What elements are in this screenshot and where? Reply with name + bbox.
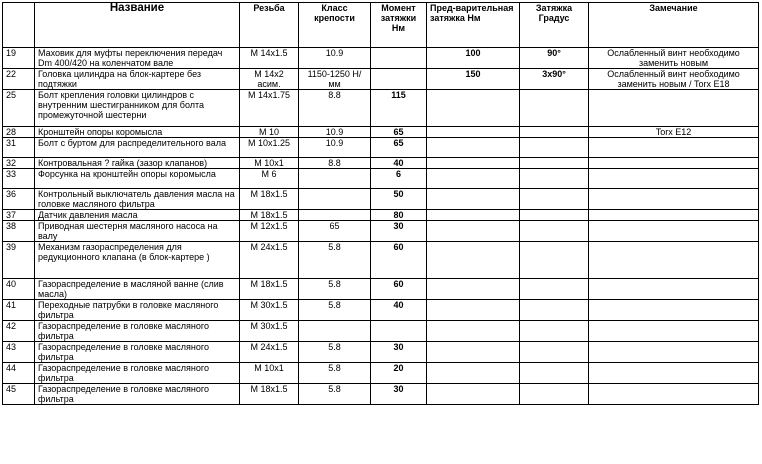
row-thread: М 18х1.5: [240, 189, 299, 210]
torque-spec-table: [2, 2, 759, 405]
row-strength-class: 5.8: [299, 279, 371, 300]
row-pre-torque: [427, 138, 520, 158]
row-strength-class: [299, 169, 371, 189]
row-torque: 65: [371, 138, 427, 158]
row-torque: 40: [371, 300, 427, 321]
row-strength-class: [299, 210, 371, 221]
row-torque: 115: [371, 90, 427, 127]
row-pre-torque: [427, 242, 520, 279]
header-torque: Момент затяжки Нм: [371, 3, 427, 48]
table-row: [3, 48, 759, 69]
header-note: Замечание: [589, 3, 759, 48]
header-name: Название: [35, 3, 240, 48]
row-note: [589, 342, 759, 363]
row-pre-torque: [427, 279, 520, 300]
row-thread: М 10х1.25: [240, 138, 299, 158]
row-note: [589, 242, 759, 279]
table-row: [3, 127, 759, 138]
row-thread: М 18х1.5: [240, 384, 299, 405]
row-angle: [520, 342, 589, 363]
row-name: Датчик давления масла: [35, 210, 240, 221]
header-thread: Резьба: [240, 3, 299, 48]
row-angle: [520, 300, 589, 321]
table-row: [3, 342, 759, 363]
row-angle: [520, 279, 589, 300]
table-row: [3, 189, 759, 210]
row-note: Ослабленный винт необходимо заменить новым: [589, 48, 759, 69]
row-torque: 30: [371, 221, 427, 242]
row-angle: 90°: [520, 48, 589, 69]
row-torque: [371, 48, 427, 69]
row-strength-class: [299, 321, 371, 342]
row-number: 19: [3, 48, 35, 69]
row-name: Газораспределение в головке масляного фильтра: [35, 384, 240, 405]
row-torque: 50: [371, 189, 427, 210]
header-pre-torque: Пред-варительная затяжка Нм: [427, 3, 520, 48]
table-row: [3, 321, 759, 342]
row-strength-class: 65: [299, 221, 371, 242]
row-torque: 60: [371, 279, 427, 300]
row-strength-class: 5.8: [299, 384, 371, 405]
row-note: [589, 221, 759, 242]
row-torque: 30: [371, 384, 427, 405]
row-angle: [520, 189, 589, 210]
row-pre-torque: [427, 210, 520, 221]
row-angle: [520, 210, 589, 221]
row-thread: М 18х1.5: [240, 210, 299, 221]
row-note: Torx E12: [589, 127, 759, 138]
row-pre-torque: [427, 158, 520, 169]
row-thread: М 18х1.5: [240, 279, 299, 300]
row-thread: М 24х1.5: [240, 342, 299, 363]
row-number: 44: [3, 363, 35, 384]
row-pre-torque: 150: [427, 69, 520, 90]
row-thread: М 10: [240, 127, 299, 138]
row-name: Болт крепления головки цилиндров с внутренним шестигранником для болта промежуточной шестерни: [35, 90, 240, 127]
row-angle: [520, 321, 589, 342]
row-name: Приводная шестерня масляного насоса на валу: [35, 221, 240, 242]
table-row: [3, 210, 759, 221]
row-number: 33: [3, 169, 35, 189]
row-thread: М 12х1.5: [240, 221, 299, 242]
row-thread: М 10х1: [240, 363, 299, 384]
row-note: Ослабленный винт необходимо заменить новым / Torx E18: [589, 69, 759, 90]
header-class: Класс крепости: [299, 3, 371, 48]
row-strength-class: 5.8: [299, 363, 371, 384]
row-angle: [520, 363, 589, 384]
row-angle: [520, 127, 589, 138]
row-number: 31: [3, 138, 35, 158]
row-name: Механизм газораспределения для редукционного клапана (в блок-картере ): [35, 242, 240, 279]
row-torque: 30: [371, 342, 427, 363]
row-note: [589, 158, 759, 169]
row-torque: [371, 321, 427, 342]
row-strength-class: 8.8: [299, 158, 371, 169]
table-row: [3, 169, 759, 189]
table-row: [3, 363, 759, 384]
row-thread: М 10х1: [240, 158, 299, 169]
row-angle: [520, 169, 589, 189]
row-name: Кронштейн опоры коромысла: [35, 127, 240, 138]
row-number: 32: [3, 158, 35, 169]
row-strength-class: 1150-1250 Н/мм: [299, 69, 371, 90]
row-strength-class: 5.8: [299, 300, 371, 321]
row-strength-class: 10.9: [299, 48, 371, 69]
row-pre-torque: [427, 189, 520, 210]
row-thread: М 6: [240, 169, 299, 189]
row-strength-class: 8.8: [299, 90, 371, 127]
row-number: 38: [3, 221, 35, 242]
row-note: [589, 169, 759, 189]
row-angle: [520, 221, 589, 242]
row-torque: 65: [371, 127, 427, 138]
row-angle: [520, 384, 589, 405]
row-pre-torque: [427, 90, 520, 127]
row-number: 42: [3, 321, 35, 342]
row-note: [589, 279, 759, 300]
row-note: [589, 321, 759, 342]
row-torque: 60: [371, 242, 427, 279]
row-strength-class: [299, 189, 371, 210]
row-torque: [371, 69, 427, 90]
header-row: [3, 3, 759, 48]
row-note: [589, 210, 759, 221]
row-number: 37: [3, 210, 35, 221]
row-thread: М 30х1.5: [240, 300, 299, 321]
row-torque: 20: [371, 363, 427, 384]
row-number: 41: [3, 300, 35, 321]
table-row: [3, 69, 759, 90]
row-note: [589, 189, 759, 210]
row-angle: [520, 242, 589, 279]
table-row: [3, 279, 759, 300]
row-name: Головка цилиндра на блок-картере без подтяжки: [35, 69, 240, 90]
row-number: 28: [3, 127, 35, 138]
row-number: 25: [3, 90, 35, 127]
row-torque: 40: [371, 158, 427, 169]
row-thread: М 14х1.5: [240, 48, 299, 69]
row-strength-class: 10.9: [299, 138, 371, 158]
row-strength-class: 5.8: [299, 342, 371, 363]
row-number: 40: [3, 279, 35, 300]
row-thread: М 24х1.5: [240, 242, 299, 279]
row-strength-class: 10.9: [299, 127, 371, 138]
row-name: Форсунка на кронштейн опоры коромысла: [35, 169, 240, 189]
row-name: Газораспределение в головке масляного фильтра: [35, 342, 240, 363]
row-name: Контровальная ? гайка (зазор клапанов): [35, 158, 240, 169]
table-row: [3, 300, 759, 321]
row-name: Переходные патрубки в головке масляного фильтра: [35, 300, 240, 321]
row-number: 43: [3, 342, 35, 363]
row-number: 45: [3, 384, 35, 405]
table-row: [3, 242, 759, 279]
row-note: [589, 138, 759, 158]
row-pre-torque: [427, 384, 520, 405]
row-pre-torque: [427, 363, 520, 384]
table-row: [3, 90, 759, 127]
row-note: [589, 300, 759, 321]
row-torque: 6: [371, 169, 427, 189]
row-torque: 80: [371, 210, 427, 221]
row-angle: 3х90°: [520, 69, 589, 90]
row-number: 22: [3, 69, 35, 90]
row-strength-class: 5.8: [299, 242, 371, 279]
row-name: Контрольный выключатель давления масла на головке масляного фильтра: [35, 189, 240, 210]
row-thread: М 14х1.75: [240, 90, 299, 127]
table-row: [3, 384, 759, 405]
row-note: [589, 90, 759, 127]
header-angle: Затяжка Градус: [520, 3, 589, 48]
row-pre-torque: [427, 221, 520, 242]
row-number: 36: [3, 189, 35, 210]
row-angle: [520, 138, 589, 158]
header-num: [3, 3, 35, 48]
row-name: Газораспределение в головке масляного фильтра: [35, 321, 240, 342]
row-pre-torque: [427, 169, 520, 189]
row-pre-torque: [427, 300, 520, 321]
table-row: [3, 221, 759, 242]
row-name: Газораспределение в головке масляного фильтра: [35, 363, 240, 384]
row-pre-torque: [427, 127, 520, 138]
row-angle: [520, 158, 589, 169]
row-pre-torque: [427, 342, 520, 363]
row-thread: М 14х2 асим.: [240, 69, 299, 90]
row-name: Болт с буртом для распределительного вала: [35, 138, 240, 158]
row-thread: М 30х1.5: [240, 321, 299, 342]
table-row: [3, 158, 759, 169]
row-pre-torque: 100: [427, 48, 520, 69]
row-angle: [520, 90, 589, 127]
row-note: [589, 384, 759, 405]
row-pre-torque: [427, 321, 520, 342]
row-number: 39: [3, 242, 35, 279]
table-row: [3, 138, 759, 158]
row-note: [589, 363, 759, 384]
row-name: Газораспределение в масляной ванне (слив масла): [35, 279, 240, 300]
row-name: Маховик для муфты переключения передач Dm 400/420 на коленчатом вале: [35, 48, 240, 69]
